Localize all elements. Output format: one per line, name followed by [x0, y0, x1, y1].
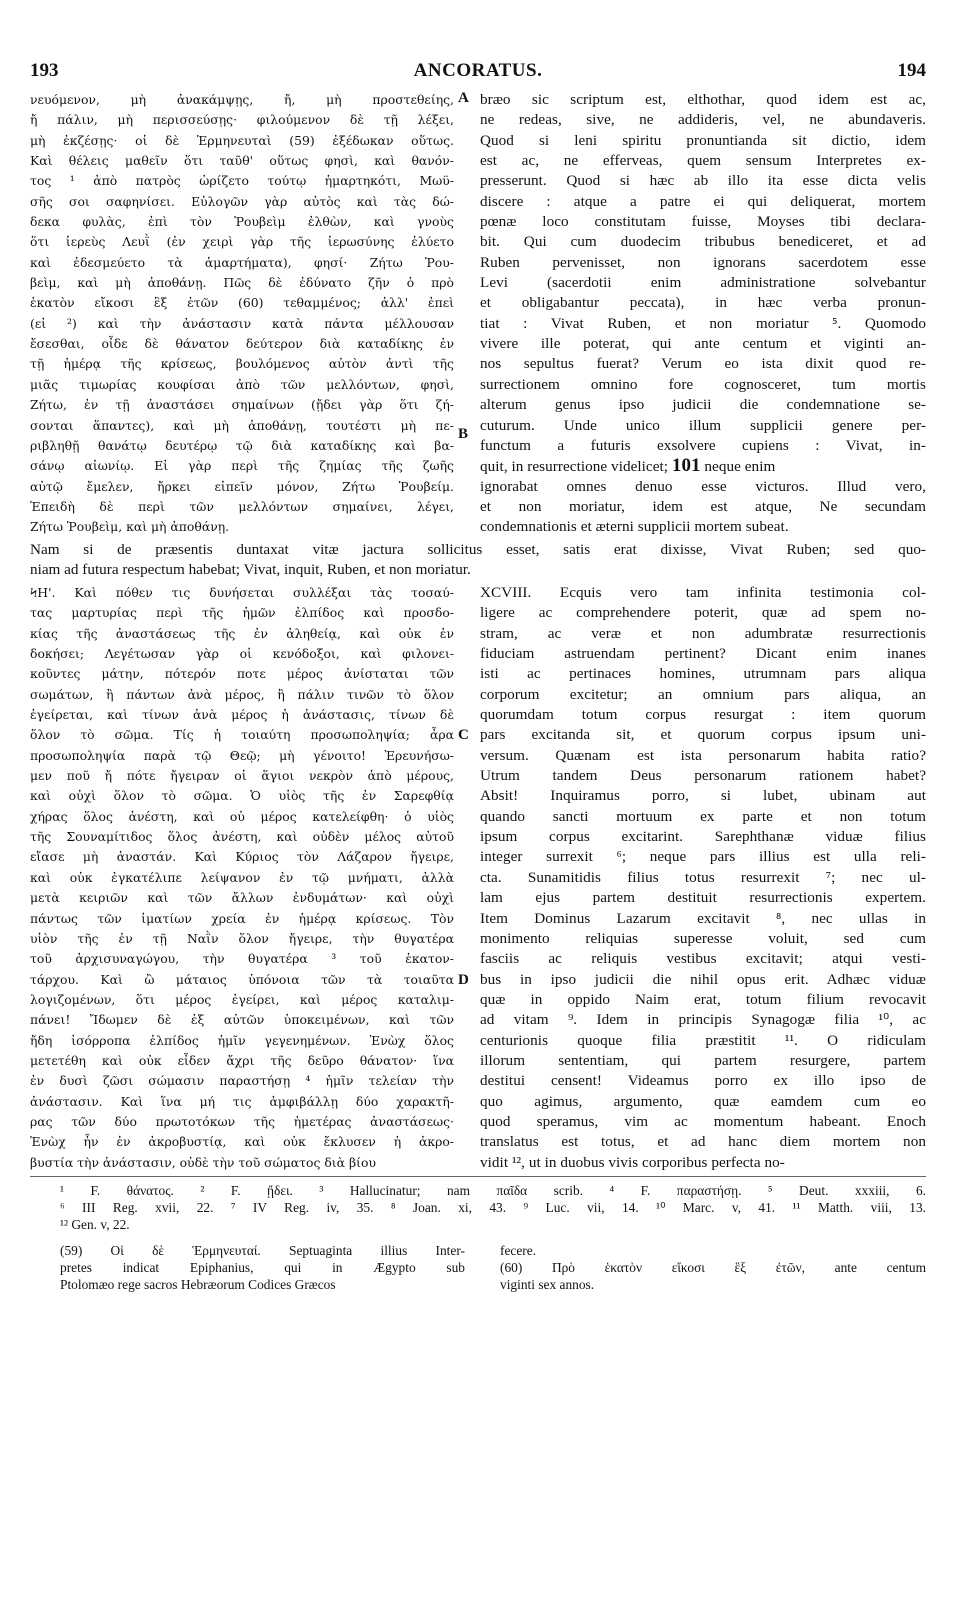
text-line: functum a futuris exsolvere cupiens : Vivat, in- — [480, 436, 926, 454]
margin-letter-c: C — [458, 727, 469, 743]
text-line: centurionis quoque filia præstitit ¹¹. O ridiculam — [480, 1031, 926, 1049]
text-line: ριβληθῇ θανάτῳ δευτέρῳ τῷ διὰ καταδίκης καὶ βα- — [30, 437, 454, 453]
text-line: βυστία τὴν ἀνάστασιν, οὐδὲ τὴν τοῦ σώματος διὰ βίου — [30, 1154, 376, 1170]
text-line: σωμάτων, ἢ πάντων ἀνὰ μέρος, ἢ πάλιν τινῶν τὸ ὅλον — [30, 686, 454, 702]
text-line: (εἰ ²) καὶ τὴν ἀνάστασιν κατὰ πάντα μέλλουσαν — [30, 315, 454, 331]
text-line: Item Dominus Lazarum excitavit ⁸, nec ullas in — [480, 909, 926, 927]
text-line: ⁶ III Reg. xvii, 22. ⁷ IV Reg. iv, 35. ⁸ Joan. xi, 43. ⁹ Luc. vii, 14. ¹⁰ Marc. v, 41. ¹¹ Matth. viii, 13. — [60, 1200, 926, 1215]
text-line: fiduciam astruendam pertinent? Dicant enim inanes — [480, 645, 926, 663]
text-line: Nam si de præsentis duntaxat vitæ jactura sollicitus esset, satis erat dixisse, Vivat Ruben; sed quo- — [30, 541, 926, 558]
text-line: τας μαρτυρίας περὶ τῆς ἡμῶν ἐλπίδος καὶ προσδο- — [30, 605, 454, 621]
text-line: μετὰ κειριῶν καὶ τῶν ἄλλων ἐνδυμάτων· καὶ οὐχὶ — [30, 890, 454, 906]
text-line: lam ejus partem destituit resurrectionis expertem. — [480, 889, 926, 907]
margin-letter-b: B — [458, 426, 469, 442]
text-line: ρας τῶν δύο πρωτοτόκων τῆς ἡμετέρας ἀναστάσεως· — [30, 1113, 454, 1129]
text-line — [480, 456, 926, 476]
text-line: tiat : Vivat Ruben, et non moriatur ⁵. Quomodo — [480, 314, 926, 332]
text-line: Utrum tandem Deus personarum rationem habet? — [480, 767, 926, 785]
text-line: τος ¹ ἀπὸ πατρὸς ὡρίζετο τούτῳ ἡμαρτηκότι, Μωϋ- — [30, 173, 454, 189]
text-line: fasciis ac reliquis vestibus excitavit; atqui vesti- — [480, 950, 926, 968]
text-line: quæ in oppido Naim erat, totum filium revocavit — [480, 990, 926, 1008]
text-line: σονται ἅπαντες), καὶ μὴ ἀποθάνῃ, τουτέστι μὴ πε- — [30, 417, 454, 433]
text-line: ἐν δυσὶ ζῶσι σώμασιν παραστήσῃ ⁴ ἡμῖν τελείαν τὴν — [30, 1073, 454, 1089]
text-line: Ἐνὼχ ἦν ἐν ἀκροβυστίᾳ, καὶ οὐκ ἔκλυσεν ἡ ἀκρο- — [30, 1134, 454, 1150]
text-line: ¹² Gen. v, 22. — [60, 1217, 130, 1232]
footnote-59 — [60, 1242, 465, 1293]
text-line: ¹ F. θάνατος. ² F. ᾔδει. ³ Hallucinatur; nam παῖδα scrib. ⁴ F. παραστήσῃ. ⁵ Deut. xxxiii, 6. — [60, 1183, 926, 1198]
text-line: Quod si leni spiritu pronuntianda sit dictio, idem — [480, 131, 926, 149]
text-line: νευόμενον, μὴ ἀνακάμψῃς, ἤ, μὴ προστεθείης, — [30, 92, 454, 107]
text-line: ϞΗ'. Καὶ πόθεν τις δυνήσεται συλλέξαι τὰς τοσαύ- — [30, 585, 454, 600]
text-line: καὶ οὐκ ἐγκατέλιπε λείψανον ἐν τῷ μνήματι, ἀλλὰ — [30, 869, 454, 885]
text-line: monimento reliquias superesse voluit, sed cum — [480, 929, 926, 947]
text-line: ἑκατὸν εἴκοσι ἓξ ἐτῶν (60) τεθαμμένος; ἀλλ' ἐπεὶ — [30, 295, 454, 311]
text-line: ipsum corpus excitarint. Sarephthanæ viduæ filius — [480, 828, 926, 846]
text-line: Absit! Inquiramus porro, si lubet, ubinam aut — [480, 787, 926, 805]
text-line: δοκήσει; Λεγέτωσαν γὰρ οἱ κενόδοξοι, καὶ φιλονει- — [30, 646, 454, 662]
text-line: Ptolomæo rege sacros Hebræorum Codices Græcos — [60, 1277, 336, 1292]
text-line: bræo sic scriptum est, elthothar, quod idem est ac, — [480, 91, 926, 108]
text-line: niam ad futura respectum habebat; Vivat, inquit, Ruben, et non moriatur. — [30, 561, 471, 579]
text-line: Ἐπειδὴ δὲ περὶ τῶν μελλόντων σημαίνει, λέγει, — [30, 498, 454, 514]
text-line: μεν ποῦ ἤ πότε ἤγειραν οἱ ἅγιοι νεκρὸν ἀπὸ μέρους, — [30, 768, 454, 784]
text-line: Ruben pervenisset, non ignorans sacerdotem esse — [480, 253, 926, 271]
text-line: presserunt. Quod si hæc ab illo ita esse dicta velis — [480, 172, 926, 190]
text-line: illorum sententiam, qui partem resurgere, partem — [480, 1051, 926, 1069]
text-line: (60) Πρὸ ἑκατὸν εἴκοσι ἓξ ἐτῶν, ante centum — [500, 1260, 926, 1275]
text-line: Καὶ θέλεις μαθεῖν ὅτι ταῦθ' οὕτως φησὶ, καὶ θανόν- — [30, 153, 454, 169]
text-line: λογιζομένων, ὅτι μέρος ἐγείρει, καὶ μέρος καταλιμ- — [30, 991, 454, 1007]
text-line: cta. Sunamitidis filius totus resurrexit ⁷; nec ul- — [480, 868, 926, 886]
text-line: κίας τῆς ἀναστάσεως τῆς ἐν ἀληθείᾳ, καὶ οὐκ ἐν — [30, 625, 454, 641]
text-line: isti ac pertinaces homines, utrumnam pars aliqua — [480, 665, 926, 683]
text-line: vidit ¹², ut in duobus vivis corporibus perfecta no- — [480, 1153, 785, 1171]
text-line: pars excitanda sit, et quorum corpus ipsum uni- — [480, 726, 926, 744]
text-line: corporum excitetur; an omnium pars aliqua, an — [480, 685, 926, 703]
text-line: προσωποληψία παρὰ τῷ Θεῷ; μὴ γένοιτο! Ἐρευνήσω- — [30, 747, 454, 763]
text-line: ἤ πάλιν, μὴ περισσεύσῃς· φιλούμενον δὲ τῇ λέξει, — [30, 112, 454, 128]
text-line: τῇ ἡμέρᾳ τῆς κρίσεως, βουλόμενος αὐτὸν ἀντὶ τῆς — [30, 356, 454, 372]
footnote-60 — [500, 1242, 926, 1293]
text-line: quod speramus, vim ac momentum habeant. Enoch — [480, 1112, 926, 1130]
text-line: cuturum. Unde unico illum supplicii genere per- — [480, 416, 926, 434]
page-number-left: 193 — [30, 60, 59, 81]
greek-column-top — [30, 90, 454, 538]
text-line: quorumdam totum corpus resurgat : item quorum — [480, 706, 926, 724]
text-line: αὐτῷ ἔμελεν, ἤρκει εἰπεῖν μόνον, Ζήτω Ῥουβείμ. — [30, 478, 454, 494]
text-line: σάνῳ αἰωνίῳ. Εἰ γὰρ περὶ τῆς ζημίας τῆς ζωῆς — [30, 458, 454, 474]
text-line: Ζήτω, ἐν τῇ ἀναστάσει σημαίνων (ᾔδει γὰρ ὅτι ζή- — [30, 397, 454, 413]
margin-letter-a: A — [458, 90, 469, 106]
text-line: ligere ac comprehendere poterit, quæ ad spem no- — [480, 604, 926, 622]
text-line: quando sancti mortuum ex parte et non totum — [480, 807, 926, 825]
text-line: υἱὸν τῆς ἐν τῇ Ναῒν ὅλον ἤγειρε, τὴν θυγατέρα — [30, 930, 454, 946]
text-line: Ζήτω Ῥουβεὶμ, καὶ μὴ ἀποθάνῃ. — [30, 519, 230, 535]
text-line: bus in ipso judicii die nihil opus erit. Adhæc viduæ — [480, 970, 926, 988]
text-line: μετετέθη καὶ οὐκ εἶδεν ἄχρι τῆς δεῦρο θάνατον· ἵνα — [30, 1052, 454, 1068]
running-title: ANCORATUS. — [413, 60, 543, 81]
text-line: εἴασε μὴ ἀναστάν. Καὶ Κύριος τὸν Λάζαρον ἤγειρε, — [30, 849, 454, 865]
text-line: pretes indicat Epiphanius, qui in Ægypto sub — [60, 1260, 465, 1275]
text-line: et obligabantur peccata), in hæc verba pronun- — [480, 294, 926, 312]
greek-column-bottom — [30, 583, 454, 1173]
text-line: δεκα φυλὰς, ἐπὶ τὸν Ῥουβεὶμ ἐλθὼν, καὶ γνοὺς — [30, 214, 454, 230]
text-line: ἀνάστασιν. Καὶ ἵνα μή τις ἀμφιβάλλῃ δύο χαρακτῆ- — [30, 1093, 454, 1109]
text-line: σῆς σοι σαφηνίσει. Εὐλογῶν γὰρ αὐτὸς καὶ τὰς δώ- — [30, 193, 454, 209]
text-line: pœnæ loco constitutam fuisse, Moyses tibi declara- — [480, 213, 926, 231]
text-line: destitui censent! Videamus porro ex illo ipso de — [480, 1072, 926, 1090]
text-line: ὅλον τὸ σῶμα. Τίς ἡ τοιαύτη προσωποληψία; ἆρα — [30, 727, 454, 743]
page-number-right: 194 — [897, 60, 926, 81]
text-line: ne redeas, sive, ne addideris, vel, ne abundaveris. — [480, 111, 926, 129]
text-line: τοῦ ἀρχισυναγώγου, τὴν θυγατέρα ³ τοῦ ἑκατον- — [30, 951, 454, 967]
text-line: stram, ac veræ et non adumbratæ resurrectionis — [480, 624, 926, 642]
text-line: versum. Quænam est ista personarum habita ratio? — [480, 746, 926, 764]
text-line: πάντως τῶν ἱματίων χρεία ἐν ἡμέρᾳ κρίσεως. Τὸν — [30, 910, 454, 926]
text-line: τῆς Σουναμίτιδος ὅλος ἀνέστη, καὶ οὐδὲν μέλος αὐτοῦ — [30, 829, 454, 845]
text-line: τάρχου. Καὶ ὢ μάταιος ὑπόνοια τῶν τὰ τοιαῦτα — [30, 971, 454, 987]
text-line: surrectionem omnino fore cognosceret, tum mortis — [480, 375, 926, 393]
section-marker: 101 — [671, 456, 701, 477]
text-line: χήρας ὅλος ἀνέστη, καὶ οὐ μέρος κατελείφθη· ὁ υἱὸς — [30, 808, 454, 824]
text-line: μὴ ἐκζέσῃς· οἱ δὲ Ἑρμηνευταὶ (59) ἐξέδωκαν οὕτως. — [30, 132, 454, 148]
latin-column-top — [480, 90, 926, 538]
text-line: est ac, ne efferveas, quem sensum Interpretes ex- — [480, 152, 926, 170]
full-width-text — [30, 540, 926, 581]
text-line: πάνει! Ἴδωμεν δὲ ἐξ αὐτῶν ὑποκειμένων, καὶ τῶν — [30, 1012, 454, 1028]
text-line: ad vitam ⁹. Idem in principis Synagogæ filia ¹⁰, ac — [480, 1011, 926, 1029]
text-line: condemnationis et æterni supplicii mortem subeat. — [480, 518, 789, 536]
text-line: ignorabat omnes denuo esse victuros. Illud vero, — [480, 477, 926, 495]
text-line: μιᾶς τιμωρίας κουφίσαι ἀπὸ τῶν μελλόντων, φησὶ, — [30, 376, 454, 392]
text-line: XCVIII. Ecquis vero tam infinita testimonia col- — [480, 584, 926, 601]
text-line: viginti sex annos. — [500, 1277, 595, 1292]
text-line: et non moriatur, idem est atque, Ne secundam — [480, 497, 926, 515]
text-fragment: quit, in resurrectione videlicet; — [480, 458, 672, 476]
footnotes — [60, 1182, 926, 1233]
text-line: (59) Οἱ δὲ Ἑρμηνευταί. Septuaginta illius Inter- — [60, 1243, 465, 1258]
text-line: fecere. — [500, 1243, 537, 1258]
margin-letter-d: D — [458, 972, 469, 988]
text-line: βεὶμ, καὶ μὴ ἀποθάνῃ. Πῶς δὲ ἐδύνατο ζῆν ὁ πρὸ — [30, 275, 454, 291]
text-line: Levi (sacerdotii enim administratione solvebantur — [480, 274, 926, 292]
text-line: bit. Qui cum duodecim tribubus benediceret, et ad — [480, 233, 926, 251]
text-line: discere : atque a patre ei qui deliquerat, mortem — [480, 192, 926, 210]
text-line: ὅτι ἱερεὺς Λευῒ (ἐν χειρὶ γὰρ τῆς ἱερωσύνης ἐλύετο — [30, 234, 454, 250]
text-line: καὶ οὐχὶ ὅλον τὸ σῶμα. Ὁ υἱὸς τῆς ἐν Σαρεφθίᾳ — [30, 788, 454, 804]
text-line: translatus est totus, et ad hanc diem mortem non — [480, 1133, 926, 1151]
latin-column-bottom — [480, 583, 926, 1173]
text-line: alterum genus ipso judicii die condemnatione se- — [480, 396, 926, 414]
text-line: ἐγείρεται, καὶ τίνων ἀνὰ μέρος ἡ ἀνάστασις, τίνων δὲ — [30, 707, 454, 723]
running-header — [30, 60, 926, 84]
text-line: ἔσεσθαι, οἶδε δὲ θάνατον δεύτερον διὰ καταδίκης ἐν — [30, 336, 454, 352]
text-line: integer surrexit ⁶; neque pars illius est ulla reli- — [480, 848, 926, 866]
text-line: nos sepultus fuerat? Verum eo ista dixit quod re- — [480, 355, 926, 373]
text-line: quo agimus, argumento, quæ eamdem cum eo — [480, 1092, 926, 1110]
notes-rule — [30, 1176, 926, 1177]
text-line: vivere ille poterat, qui ante centum et viginti an- — [480, 335, 926, 353]
text-line: καὶ ἐδεσμεύετο τὰ ἁμαρτήματα), φησί· Ζήτω Ῥου- — [30, 254, 454, 270]
text-line: ἤδη ἰσόρροπα ἐλπίδος ἡμῖν γεγενημένων. Ἐνὼχ ὅλος — [30, 1032, 454, 1048]
text-line: κοῦντες μάτην, πότερόν ποτε μέρος ἀνίσταται τῶν — [30, 666, 454, 682]
text-fragment: neque enim — [700, 458, 776, 476]
